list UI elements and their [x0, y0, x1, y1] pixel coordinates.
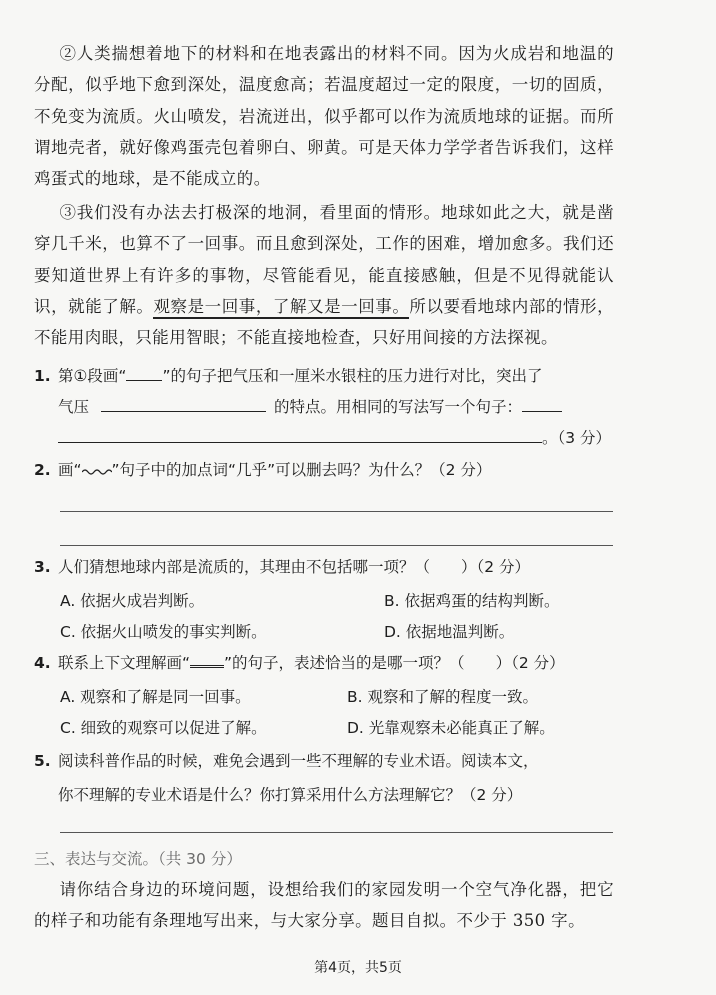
question-2-text-b: ”句子中的加点词“几乎”可以删去吗？为什么？（2 分） [111, 461, 492, 479]
page-footer: 第4页，共5页 [314, 960, 402, 976]
question-5-text-line-1: 阅读科普作品的时候，难免会遇到一些不理解的专业术语。阅读本文， [58, 752, 539, 770]
question-4-option-a[interactable]: A. 观察和了解是同一回事。 [60, 688, 251, 706]
question-5-text-line-2: 你不理解的专业术语是什么？你打算采用什么方法理解它？（2 分） [58, 786, 523, 804]
question-3 [34, 552, 624, 583]
question-3-option-a[interactable]: A. 依据火成岩判断。 [60, 592, 205, 610]
passage-paragraph-3 [34, 197, 614, 353]
passage-paragraph-2-text: ②人类揣想着地下的材料和在地表露出的材料不同。因为火成岩和地温的分配，似乎地下愈到深处，温度愈高；若温度超过一定的限度，一切的固质，不免变为流质。火山喷发，岩流迸出，似乎都可以作为流质地球的证据。而所谓地壳者，就好像鸡蛋壳包着卵白、卵黄。可是天体力学学者告诉我们，这样鸡蛋式的地球，是不能成立的。 [34, 44, 614, 189]
question-3-option-b[interactable]: B. 依据鸡蛋的结构判断。 [384, 592, 560, 610]
passage-paragraph-2 [34, 38, 614, 194]
question-2-number: 2. [34, 461, 51, 479]
question-1-sentence-blank[interactable] [58, 428, 542, 443]
question-1-sentence-blank-start[interactable] [522, 397, 562, 412]
question-1-text-c: 气压 [58, 398, 90, 416]
question-4-text-a: 联系上下文理解画“ [58, 654, 191, 672]
question-4-option-d[interactable]: D. 光靠观察未必能真正了解。 [347, 719, 555, 737]
question-2-answer-line-1[interactable] [60, 511, 613, 512]
question-3-option-d[interactable]: D. 依据地温判断。 [384, 623, 515, 641]
question-4 [34, 648, 624, 679]
question-1-fill-blank[interactable] [101, 397, 266, 412]
section-3-prompt-text: 请你结合身边的环境问题，设想给我们的家园发明一个空气净化器，把它的样子和功能有条理地写出来，与大家分享。题目自拟。不少于 350 字。 [34, 880, 614, 931]
question-5-answer-line[interactable] [60, 832, 613, 833]
question-4-option-b[interactable]: B. 观察和了解的程度一致。 [347, 688, 538, 706]
double-underlined-sentence: 观察是一回事，了解又是一回事。 [153, 297, 409, 319]
question-1-text-b: ”的句子把气压和一厘米水银柱的压力进行对比，突出了 [162, 367, 543, 385]
double-line-marker [190, 651, 224, 668]
question-2-answer-line-2[interactable] [60, 545, 613, 546]
question-4-number: 4. [34, 654, 51, 672]
question-4-option-c[interactable]: C. 细致的观察可以促进了解。 [60, 719, 267, 737]
question-5 [34, 746, 624, 811]
question-1-score: 。（3 分） [542, 429, 612, 447]
passage-paragraph-3-text-after: 所以要看地球内部的情形，不能用肉眼，只能用智眼；不能直接地检查，只好用间接的方法探视。 [34, 296, 614, 348]
question-3-option-c[interactable]: C. 依据火山喷发的事实判断。 [60, 623, 267, 641]
question-4-text-b: ”的句子，表述恰当的是哪一项？（ ）（2 分） [224, 654, 565, 672]
passage-paragraph-3-text-before: ③我们没有办法去打极深的地洞，看里面的情形。地球如此之大，就是凿穿几千米，也算不了一回事。而且愈到深处，工作的困难，增加愈多。我们还要知道世界上有许多的事物，尽管能看见，能直接感触，但是不见得就能认识，就能了解。 [34, 203, 614, 316]
question-1-text-d: 的特点。用相同的写法写一个句子： [274, 398, 523, 416]
question-1-number: 1. [34, 367, 51, 385]
question-3-text: 人们猜想地球内部是流质的，其理由不包括哪一项？（ ）（2 分） [58, 558, 531, 576]
question-2 [34, 455, 624, 486]
question-3-number: 3. [34, 558, 51, 576]
line-marker-blank [126, 366, 162, 381]
section-3-prompt [34, 874, 614, 937]
section-3-title: 三、表达与交流。（共 30 分） [34, 850, 242, 868]
wavy-line-marker-icon [82, 461, 112, 475]
question-2-text-a: 画“ [58, 461, 82, 479]
question-5-number: 5. [34, 752, 51, 770]
question-1 [34, 361, 624, 454]
question-1-text-a: 第①段画“ [58, 367, 127, 385]
